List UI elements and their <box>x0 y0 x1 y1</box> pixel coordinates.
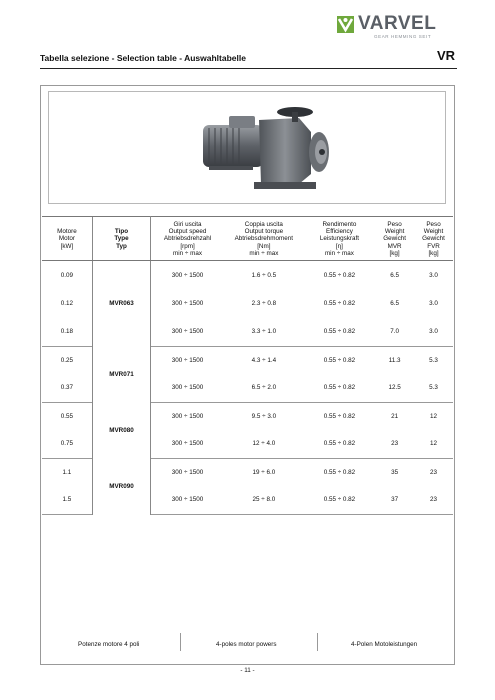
table-cell-w-fvr: 23 <box>430 468 438 476</box>
table-cell-kw: 0.75 <box>42 430 92 458</box>
column-header <box>375 217 414 261</box>
table-cell-speed: 300 ÷ 1500 <box>171 412 204 420</box>
column-header-line: Leistungskraft <box>319 235 360 243</box>
table-cell-w-mvr: 21 <box>391 412 399 420</box>
table-cell-torque: 1.6 ÷ 0.5 <box>251 271 277 279</box>
table-cell-speed: 300 ÷ 1500 <box>171 299 204 307</box>
column-header-line: Giri uscita <box>173 221 202 228</box>
footer-english: 4-poles motor powers <box>216 641 277 648</box>
table-cell-kw: 0.37 <box>42 374 92 402</box>
table-row <box>42 346 453 374</box>
page-number: - 11 - <box>240 667 255 674</box>
table-cell-kw: 0.25 <box>60 356 74 364</box>
table-cell-eff: 0.55 ÷ 0.82 <box>323 468 356 476</box>
table-cell-speed: 300 ÷ 1500 <box>171 468 204 476</box>
table-cell-eff: 0.55 ÷ 0.82 <box>323 412 356 420</box>
photo-frame <box>48 91 446 204</box>
table-cell-w-mvr: 37 <box>375 486 414 514</box>
footer-italian: Potenze motore 4 poli <box>78 641 140 648</box>
table-cell-eff: 0.55 ÷ 0.82 <box>323 356 356 364</box>
column-header <box>414 217 453 261</box>
column-header-line: Gewicht <box>383 235 406 243</box>
column-header-line: Abtriebsdrehmoment <box>234 235 294 243</box>
column-header-line: Type <box>114 235 129 243</box>
table-cell-torque: 2.3 ÷ 0.8 <box>251 299 277 307</box>
table-cell-torque: 6.5 ÷ 2.0 <box>224 374 304 402</box>
footer-legend <box>40 633 455 655</box>
table-cell-w-mvr: 6.5 <box>390 299 399 307</box>
column-header <box>151 217 224 261</box>
table-cell-w-fvr: 5.3 <box>414 374 453 402</box>
table-cell-eff: 0.55 ÷ 0.82 <box>304 430 375 458</box>
table-row <box>42 261 453 290</box>
brand-tagline: GEAR HEMMING SEIT <box>374 34 432 39</box>
column-header-line: Output torque <box>244 228 284 236</box>
table-cell-w-mvr: 6.5 <box>390 271 399 279</box>
column-header-line: Motore <box>57 228 77 236</box>
column-header <box>92 217 150 261</box>
table-cell-kw: 0.55 <box>60 412 74 420</box>
table-cell-eff: 0.55 ÷ 0.82 <box>304 486 375 514</box>
table-cell-torque: 3.3 ÷ 1.0 <box>224 318 304 347</box>
column-header-line <box>43 221 91 228</box>
column-header-line: Coppia uscita <box>244 221 283 228</box>
column-header-line: FVR <box>427 242 440 250</box>
table-cell-torque: 9.5 ÷ 3.0 <box>251 412 277 420</box>
table-cell-kw: 0.09 <box>60 271 74 279</box>
footer-divider <box>317 633 318 651</box>
table-cell-speed: 300 ÷ 1500 <box>151 430 224 458</box>
table-cell-speed: 300 ÷ 1500 <box>151 374 224 402</box>
column-header-line: Motor <box>58 235 75 243</box>
table-cell-speed: 300 ÷ 1500 <box>151 318 224 347</box>
table-cell-w-fvr: 3.0 <box>414 318 453 347</box>
product-code: VR <box>437 48 456 63</box>
column-header <box>304 217 375 261</box>
table-cell-torque: 19 ÷ 6.0 <box>252 468 276 476</box>
table-cell-w-mvr: 11.3 <box>388 356 401 364</box>
column-header <box>42 217 92 261</box>
column-header-line: [kW] <box>60 242 74 250</box>
table-cell-w-fvr: 3.0 <box>429 271 438 279</box>
type-cell: MVR071 <box>92 346 150 402</box>
title-divider <box>40 68 457 69</box>
column-header <box>224 217 304 261</box>
table-row <box>42 402 453 430</box>
column-header-line: Rendimento <box>322 221 357 228</box>
column-header-line: [kg] <box>389 249 400 257</box>
table-cell-speed: 300 ÷ 1500 <box>171 271 204 279</box>
table-row <box>42 458 453 486</box>
table-cell-kw: 0.12 <box>60 299 74 307</box>
column-header-line: Efficiency <box>326 228 353 236</box>
brand-name: VARVEL <box>358 13 437 34</box>
table-cell-w-mvr: 12.5 <box>375 374 414 402</box>
table-cell-torque: 25 ÷ 8.0 <box>224 486 304 514</box>
table-header-row <box>42 217 453 261</box>
column-header-line: Gewicht <box>422 235 445 243</box>
column-header-line: min ÷ max <box>249 249 279 257</box>
table-cell-kw: 1.5 <box>42 486 92 514</box>
table-cell-w-fvr: 3.0 <box>429 299 438 307</box>
table-cell-eff: 0.55 ÷ 0.82 <box>304 374 375 402</box>
type-cell: MVR063 <box>92 261 150 347</box>
table-cell-speed: 300 ÷ 1500 <box>151 486 224 514</box>
selection-table <box>42 216 453 515</box>
table-cell-speed: 300 ÷ 1500 <box>171 356 204 364</box>
column-header-line: Peso <box>426 221 441 228</box>
column-header-line: [kg] <box>428 249 439 257</box>
column-header-line: MVR <box>387 242 402 250</box>
column-header-line: min ÷ max <box>173 249 203 257</box>
column-header-line: [η] <box>335 242 343 250</box>
table-cell-eff: 0.55 ÷ 0.82 <box>323 299 356 307</box>
table-cell-eff: 0.55 ÷ 0.82 <box>323 271 356 279</box>
table-cell-w-mvr: 23 <box>375 430 414 458</box>
table-cell-kw: 1.1 <box>62 468 72 476</box>
column-header-line: [rpm] <box>180 242 195 250</box>
column-header-line: Weight <box>384 228 405 236</box>
column-header-line: Peso <box>387 221 402 228</box>
footer-divider <box>180 633 181 651</box>
type-cell: MVR080 <box>92 402 150 458</box>
column-header-line: min ÷ max <box>324 249 354 257</box>
column-header-line <box>94 221 149 228</box>
table-cell-eff: 0.55 ÷ 0.82 <box>304 318 375 347</box>
table-cell-w-fvr: 5.3 <box>429 356 438 364</box>
column-header-line: Typ <box>116 242 127 250</box>
type-cell: MVR090 <box>92 458 150 514</box>
table-cell-w-mvr: 35 <box>391 468 399 476</box>
table-cell-torque: 12 ÷ 4.0 <box>224 430 304 458</box>
column-header-line: Abtriebsdrehzahl <box>163 235 212 243</box>
column-header-line: [Nm] <box>257 242 271 250</box>
table-cell-w-fvr: 12 <box>430 412 438 420</box>
table-cell-w-fvr: 23 <box>414 486 453 514</box>
column-header-line: Weight <box>423 228 444 236</box>
table-cell-torque: 4.3 ÷ 1.4 <box>251 356 277 364</box>
page-title: Tabella selezione - Selection table - Auswahltabelle <box>40 53 246 63</box>
table-cell-kw: 0.18 <box>42 318 92 347</box>
motor-variator-photo <box>49 92 447 205</box>
column-header-line: Output speed <box>168 228 207 236</box>
footer-german: 4-Polen Motoleistungen <box>351 641 418 648</box>
table-cell-w-fvr: 12 <box>414 430 453 458</box>
table-cell-w-mvr: 7.0 <box>375 318 414 347</box>
column-header-line: Tipo <box>114 228 129 236</box>
